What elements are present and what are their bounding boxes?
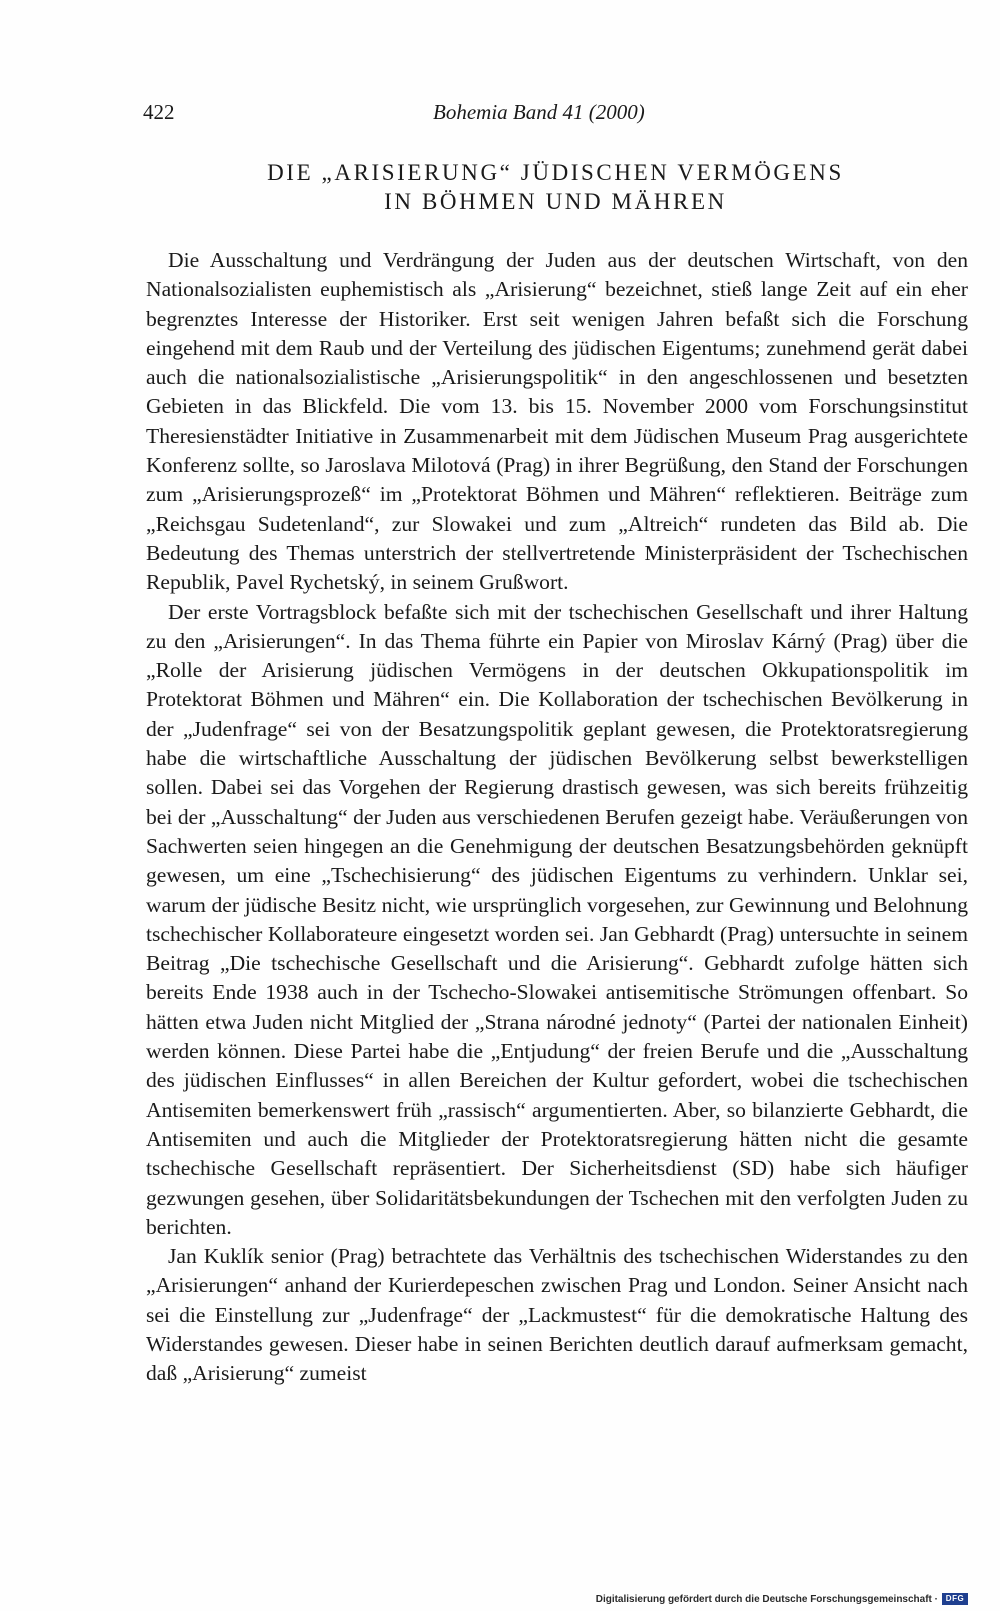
running-header: [143, 100, 968, 130]
dfg-logo-icon: DFG: [942, 1593, 968, 1605]
footer-text: Digitalisierung gefördert durch die Deutsche Forschungsgemeinschaft ·: [595, 1593, 938, 1605]
article-title: [143, 158, 968, 216]
article-title-line-2: IN BÖHMEN UND MÄHREN: [384, 189, 727, 214]
article-title-line-1: DIE „ARISIERUNG“ JÜDISCHEN VERMÖGENS: [267, 160, 844, 185]
paragraph-2: Der erste Vortragsblock befaßte sich mit der tschechischen Gesellschaft und ihrer Haltung zu den „Arisierungen“. In das Thema führte ein Papier von Miroslav Kárný (Prag) über die „Rolle der Arisierung jüdischen Vermögens in der deutschen Okkupationspolitik im Protektorat Böhmen und Mähren“ ein. Die Kollaboration der tschechischen Bevölkerung in der „Judenfrage“ sei von der Besatzungspolitik geplant gewesen, die Protektoratsregierung habe die wirtschaftliche Ausschaltung der jüdischen Bevölkerung selbst bewerkstelligen sollen. Dabei sei das Vorgehen der Regierung drastisch gewesen, was sich bereits frühzeitig bei der „Ausschaltung“ der Juden aus verschiedenen Berufen gezeigt habe. Veräußerungen von Sachwerten seien hingegen an die Genehmigung der deutschen Besatzungsbehörden geknüpft gewesen, um eine „Tschechisierung“ des jüdischen Eigentums zu verhindern. Unklar sei, warum der jüdische Besitz nicht, wie ursprünglich vorgesehen, zur Gewinnung und Belohnung tschechischer Kollaborateure eingesetzt worden sei. Jan Gebhardt (Prag) untersuchte in seinem Beitrag „Die tschechische Gesellschaft und die Arisierung“. Gebhardt zufolge hätten sich bereits Ende 1938 auch in der Tschecho-Slowakei antisemitische Strömungen offenbart. So hätten etwa Juden nicht Mitglied der „Strana národné jednoty“ (Partei der nationalen Einheit) werden können. Diese Partei habe die „Entjudung“ der freien Berufe und die „Ausschaltung des jüdischen Einflusses“ in allen Bereichen der Kultur gefordert, wobei die tschechischen Antisemiten bemerkenswert früh „rassisch“ argumentierten. Aber, so bilanzierte Gebhardt, die Antisemiten und auch die Mitglieder der Protektoratsregierung hätten nicht die gesamte tschechische Gesellschaft repräsentiert. Der Sicherheitsdienst (SD) habe sich häufiger gezwungen gesehen, über Solidaritätsbekundungen der Tschechen mit den verfolgten Juden zu berichten.: [146, 599, 968, 1239]
paragraph-3: Jan Kuklík senior (Prag) betrachtete das Verhältnis des tschechischen Widerstandes zu den „Arisierungen“ anhand der Kurierdepeschen zwischen Prag und London. Seiner Ansicht nach sei die Einstellung zur „Judenfrage“ der „Lackmustest“ für die demokratische Haltung des Widerstandes gewesen. Dieser habe in seinen Berichten deutlich darauf aufmerksam gemacht, daß „Arisierung“ zumeist: [146, 1244, 968, 1386]
digitization-footer: [596, 1593, 968, 1605]
journal-title: Bohemia Band 41 (2000): [433, 100, 645, 124]
page-number: 422: [143, 100, 175, 124]
paragraph-1: Die Ausschaltung und Verdrängung der Juden aus der deutschen Wirtschaft, von den Nationalsozialisten euphemistisch als „Arisierung“ bezeichnet, stieß lange Zeit auf ein eher begrenztes Interesse der Historiker. Erst seit wenigen Jahren befaßt sich die Forschung eingehend mit dem Raub und der Verteilung des jüdischen Eigentums; zunehmend gerät dabei auch die nationalsozialistische „Arisierungspolitik“ in den angeschlossenen und besetzten Gebieten in das Blickfeld. Die vom 13. bis 15. November 2000 vom Forschungsinstitut Theresienstädter Initiative in Zusammenarbeit mit dem Jüdischen Museum Prag ausgerichtete Konferenz sollte, so Jaroslava Milotová (Prag) in ihrer Begrüßung, den Stand der Forschungen zum „Arisierungsprozeß“ im „Protektorat Böhmen und Mähren“ reflektieren. Beiträge zum „Reichsgau Sudetenland“, zur Slowakei und zum „Altreich“ rundeten das Bild ab. Die Bedeutung des Themas unterstrich der stellvertretende Ministerpräsident der Tschechischen Republik, Pavel Rychetský, in seinem Grußwort.: [146, 248, 968, 595]
article-body: [146, 246, 968, 1389]
